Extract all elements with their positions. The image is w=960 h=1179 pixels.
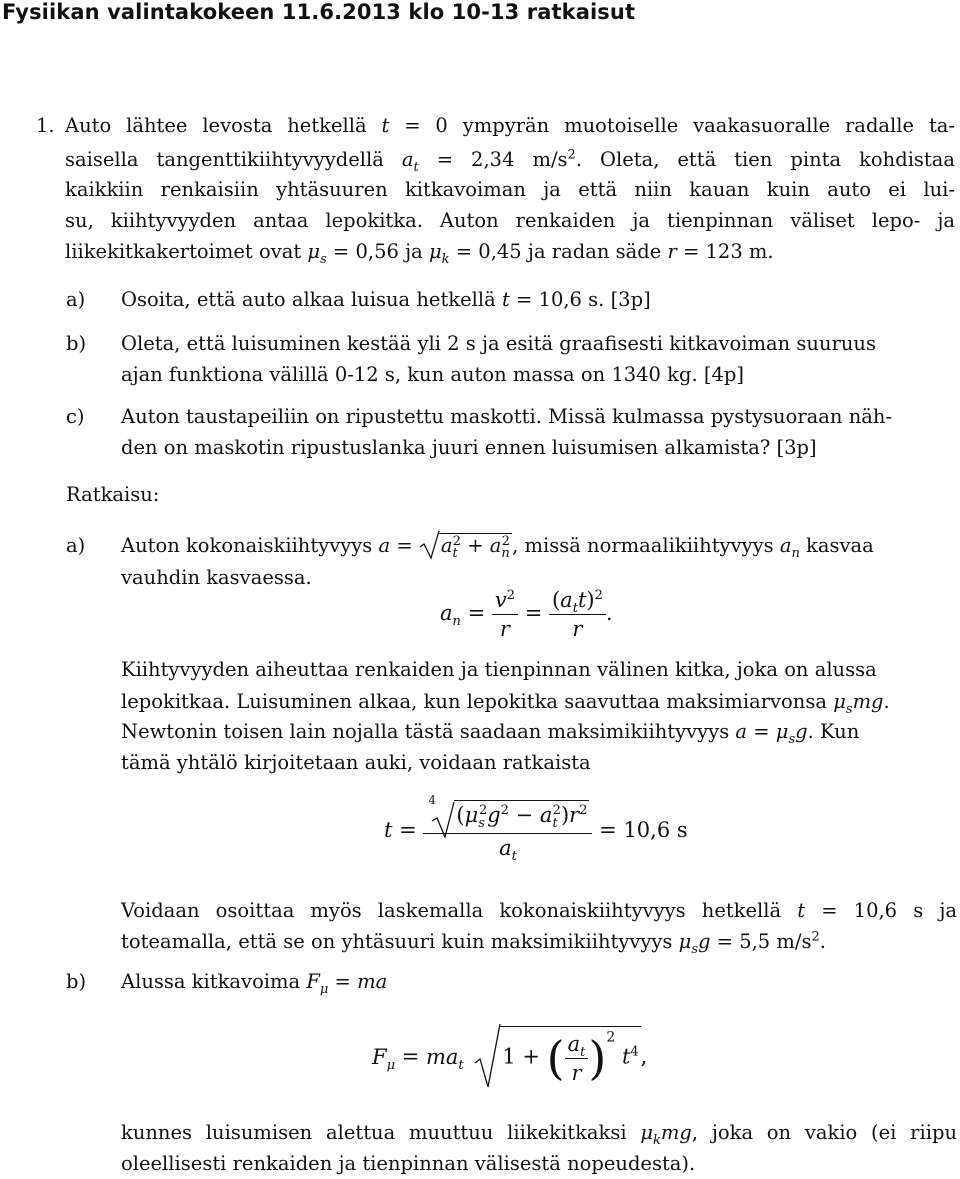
page-title: Fysiikan valintakokeen 11.6.2013 klo 10-13 ratkaisut <box>2 0 636 24</box>
equation-slip-time: t = 4 $(\mu_s^2g^2 - a_t^2)r^2$ $a_t$ = 10,6 s <box>384 793 688 865</box>
solution-a-para2-1: Voidaan osoittaa myös laskemalla kokonaiskiihtyvyys hetkellä t = 10,6 s ja <box>121 899 957 922</box>
sqrt-total-acceleration: $a_t^2 + a_n^2$ <box>419 533 512 559</box>
part-c-line-2: den on maskotin ripustuslanka juuri ennen luisumisen alkamista? [3p] <box>121 436 817 459</box>
slip-time-result: = 10,6 s <box>599 818 688 842</box>
equation-friction-force: $F_\mu = ma_t$ 1 + ( $\frac{a_t}{r}$ )$^2$ $t^4$ , <box>372 1026 647 1085</box>
solution-heading: Ratkaisu: <box>66 483 160 506</box>
solution-b-line-1: Alussa kitkavoima $F_\mu$ = ma <box>121 970 388 997</box>
solution-b-para-2: oleellisesti renkaiden ja tienpinnan välisestä nopeudesta). <box>121 1152 696 1175</box>
part-b-line-1: Oleta, että luisuminen kestää yli 2 s ja esitä graafisesti kitkavoiman suuruus <box>121 332 876 355</box>
solution-a-para-3: Newtonin toisen lain nojalla tästä saadaan maksimikiihtyvyys $a = \mu_sg$. Kun <box>121 720 860 747</box>
problem-line-1: Auto lähtee levosta hetkellä t = 0 ympyrän muotoiselle vaakasuoralle radalle ta- <box>65 114 955 137</box>
solution-a-para-1: Kiihtyvyyden aiheuttaa renkaiden ja tienpinnan välinen kitka, joka on alussa <box>121 658 877 681</box>
solution-a-para-2: lepokitkaa. Luisuminen alkaa, kun lepokitka saavuttaa maksimiarvonsa $\mu_smg$. <box>121 690 890 717</box>
problem-line-3: kaikkiin renkaisiin yhtäsuuren kitkavoiman ja että niin kauan kuin auto ei lui- <box>65 178 955 201</box>
part-a-text: Osoita, että auto alkaa luisua hetkellä t = 10,6 s. [3p] <box>121 288 651 311</box>
solution-b-para-1: kunnes luisumisen alettua muuttuu liikekitkaksi $\mu_kmg$, joka on vakio (ei riipu <box>121 1121 958 1148</box>
part-b-line-2: ajan funktiona välillä 0-12 s, kun auton massa on 1340 kg. [4p] <box>121 363 744 386</box>
solution-b-label: b) <box>66 970 87 993</box>
part-b-label: b) <box>66 332 87 355</box>
solution-a-line-2: vauhdin kasvaessa. <box>121 566 312 589</box>
solution-a-label: a) <box>66 534 86 557</box>
solution-a-para-4: tämä yhtälö kirjoitetaan auki, voidaan ratkaista <box>121 751 591 774</box>
part-c-line-1: Auton taustapeiliin on ripustettu maskotti. Missä kulmassa pystysuoraan näh- <box>121 405 893 428</box>
problem-line-5: liikekitkakertoimet ovat $\mu_s = 0,56$ ja $\mu_k = 0,45$ ja radan säde r = 123 m. <box>65 240 774 267</box>
part-a-label: a) <box>66 288 86 311</box>
problem-line-2: saisella tangenttikiihtyvyydellä $a_t = 2,34$ $m/s^2$. Oleta, että tien pinta kohdistaa <box>65 147 956 175</box>
solution-a-line-1: Auton kokonaiskiihtyvyys $a = a_t^2 + a_n^2$ , missä normaalikiihtyvyys $a_n$ kasvaa <box>121 533 874 559</box>
problem-line-4: su, kiihtyvyyden antaa lepokitka. Auton renkaiden ja tienpinnan väliset lepo- ja <box>65 209 955 232</box>
problem-number: 1. <box>36 114 55 137</box>
equation-normal-acceleration: $a_n$ = $\frac{v^2}{r}$ = $\frac{(a_tt)^2}{r}$ . <box>440 588 613 641</box>
solution-a-para2-2: toteamalla, että se on yhtäsuuri kuin maksimikiihtyvyys $\mu_sg = 5,5$ $m/s^2$. <box>121 929 826 957</box>
part-c-label: c) <box>66 405 85 428</box>
